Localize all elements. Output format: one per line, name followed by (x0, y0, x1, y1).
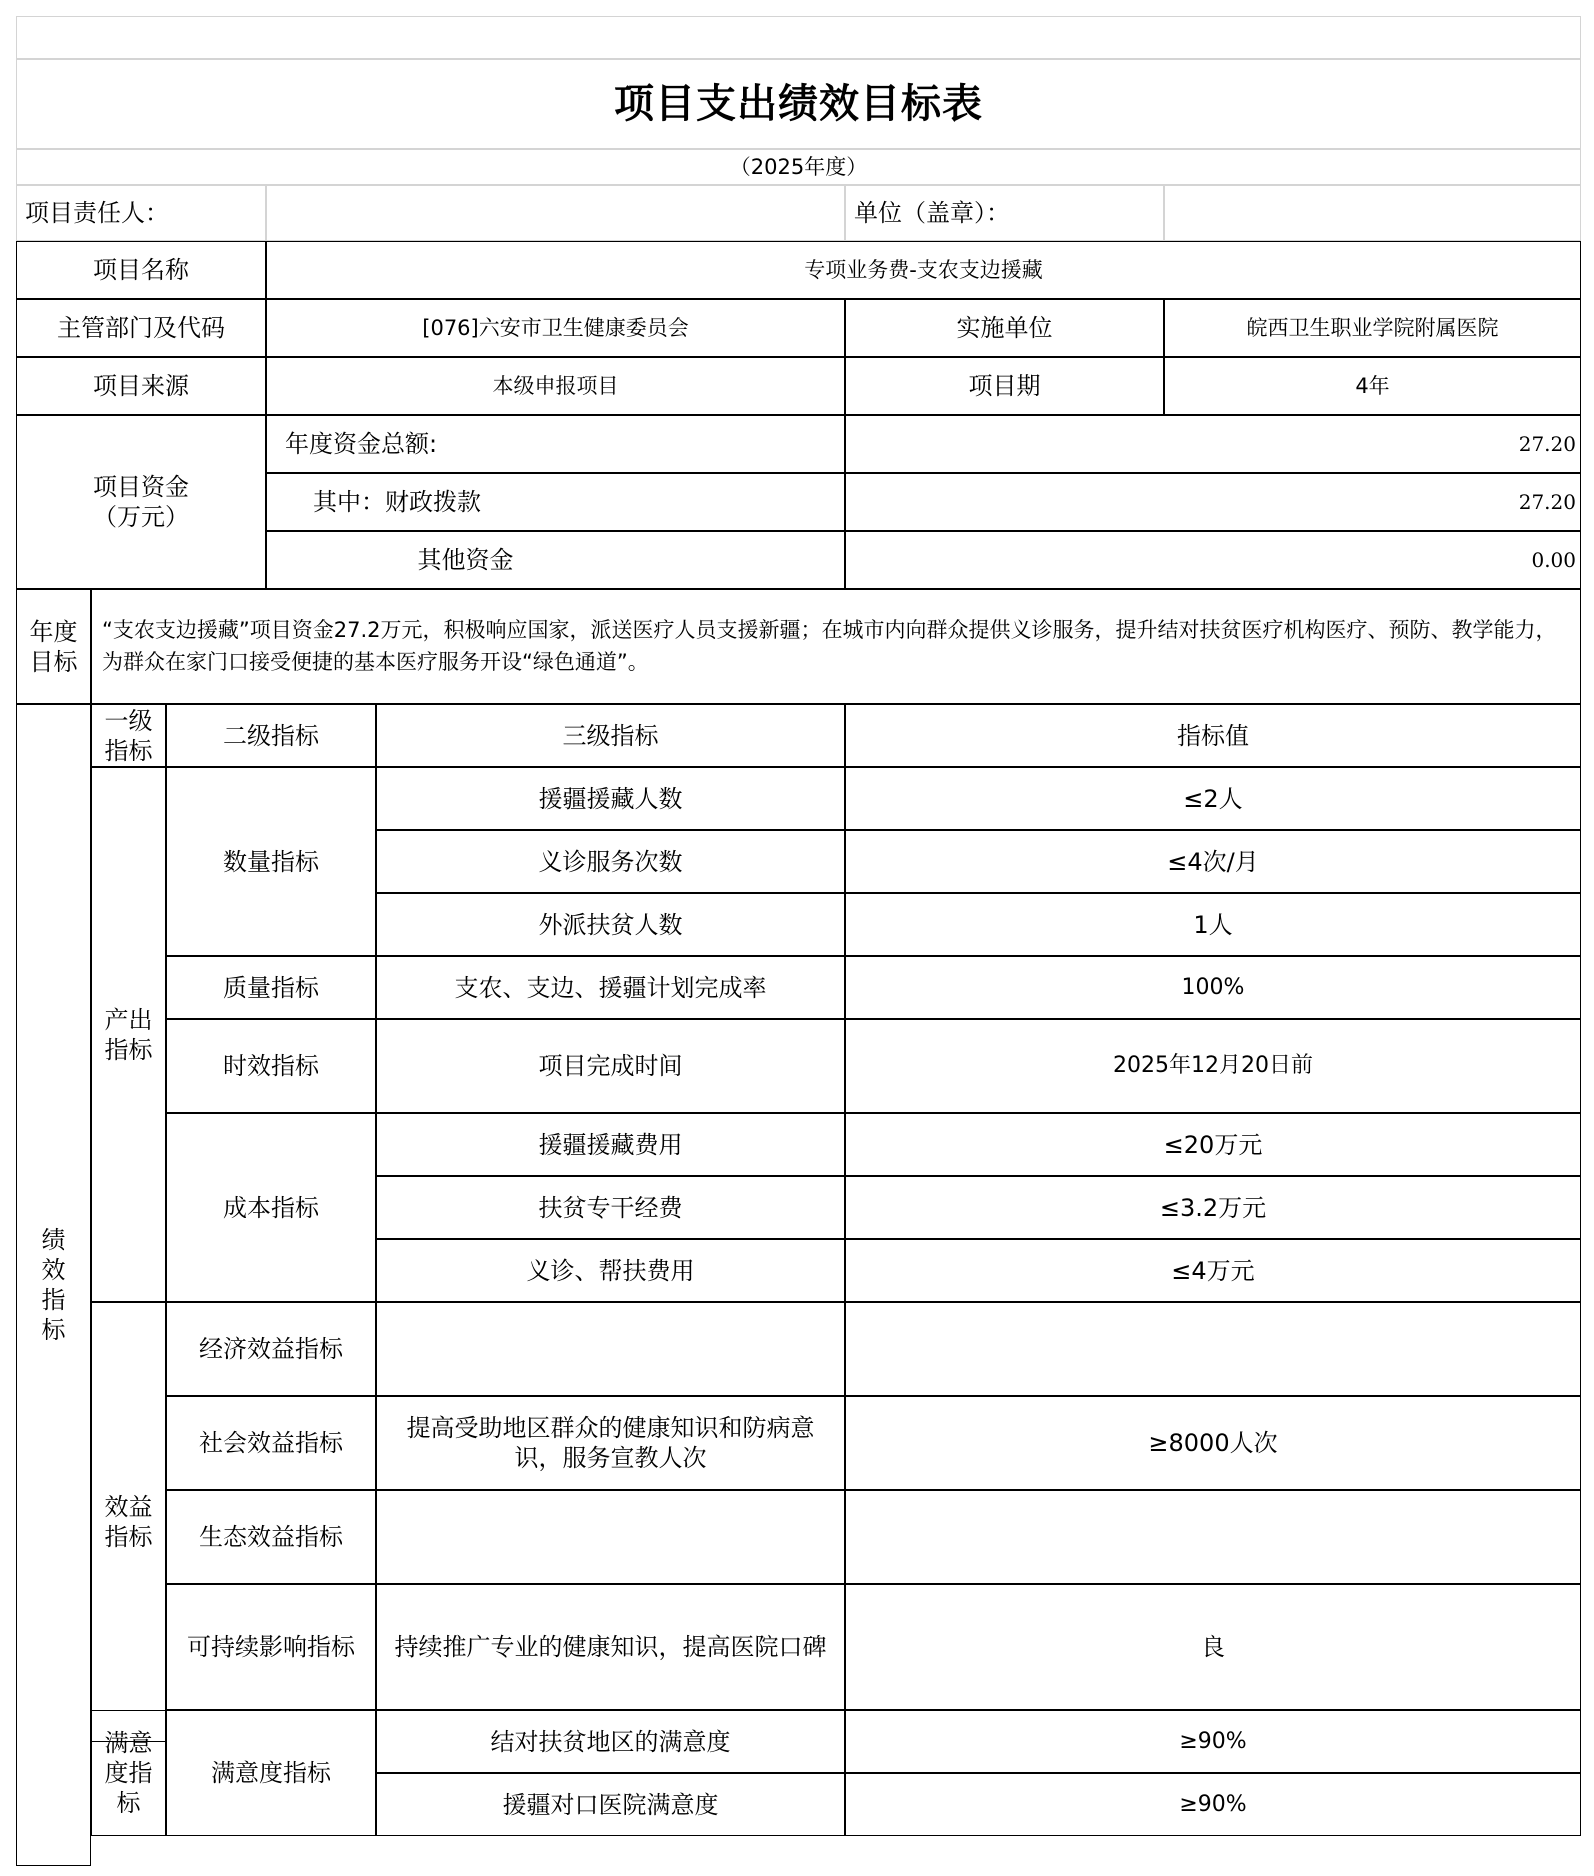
indicators-section-char: 标 (41, 1316, 66, 1344)
total-funds-value: 27.20 (845, 415, 1581, 473)
sustainable-impact-name: 持续推广专业的健康知识，提高医院口碑 (376, 1584, 845, 1710)
annual-goal-label-line2: 目标 (29, 647, 78, 676)
performance-target-sheet (16, 16, 1581, 1866)
satisfaction-label-line: 标 (116, 1789, 141, 1817)
benefit-indicators-label (91, 1302, 166, 1742)
s2-value: ≥90% (845, 1773, 1581, 1836)
satisfaction-sub-label: 满意度指标 (166, 1710, 376, 1836)
time-indicator-label: 时效指标 (166, 1019, 376, 1113)
funds-label-line2: （万元） (93, 503, 189, 531)
satisfaction-label-line: 满意 (104, 1729, 153, 1757)
economic-benefit-value (845, 1302, 1581, 1396)
source-value: 本级申报项目 (266, 357, 845, 415)
indicators-section-char: 效 (41, 1256, 66, 1284)
funds-label-line1: 项目资金 (93, 473, 189, 501)
s2-name: 援疆对口医院满意度 (376, 1773, 845, 1836)
output-label-line: 产出 (104, 1005, 153, 1034)
s1-value: ≥90% (845, 1710, 1581, 1773)
annual-goal-label (16, 589, 91, 704)
ecological-benefit-value (845, 1490, 1581, 1584)
indicators-section-char: 指 (41, 1286, 66, 1314)
impl-unit-value: 皖西卫生职业学院附属医院 (1164, 299, 1581, 357)
level1-header (91, 704, 166, 767)
total-funds-label: 年度资金总额: (266, 415, 845, 473)
annual-goal-text: “支农支边援藏”项目资金27.2万元，积极响应国家，派送医疗人员支援新疆；在城市内向群众提供义诊服务，提升结对扶贫医疗机构医疗、预防、教学能力，为群众在家门口接受便捷的基本医疗服务开设“绿色通道”。 (91, 589, 1581, 704)
blank-header-row (16, 16, 1581, 59)
quantity-indicator-label: 数量指标 (166, 767, 376, 956)
satisfaction-label-line: 度指 (104, 1759, 153, 1787)
project-name-label: 项目名称 (16, 241, 266, 299)
social-benefit-name: 提高受助地区群众的健康知识和防病意识，服务宣教人次 (376, 1396, 845, 1490)
level3-header: 三级指标 (376, 704, 845, 767)
q1-name: 援疆援藏人数 (376, 767, 845, 830)
project-name-value: 专项业务费-支农支边援藏 (266, 241, 1581, 299)
annual-goal-label-line1: 年度 (29, 617, 78, 646)
indicators-section-label (16, 704, 91, 1866)
c3-name: 义诊、帮扶费用 (376, 1239, 845, 1302)
value-header: 指标值 (845, 704, 1581, 767)
cost-indicator-label: 成本指标 (166, 1113, 376, 1302)
page-title: 项目支出绩效目标表 (16, 59, 1581, 149)
ecological-benefit-label: 生态效益指标 (166, 1490, 376, 1584)
unit-seal-value[interactable] (1164, 185, 1581, 241)
q2-value: ≤4次/月 (845, 830, 1581, 893)
period-value: 4年 (1164, 357, 1581, 415)
quality-value: 100% (845, 956, 1581, 1019)
ecological-benefit-name (376, 1490, 845, 1584)
c1-value: ≤20万元 (845, 1113, 1581, 1176)
c2-name: 扶贫专干经费 (376, 1176, 845, 1239)
level2-header: 二级指标 (166, 704, 376, 767)
quality-indicator-label: 质量指标 (166, 956, 376, 1019)
dept-value: [076]六安市卫生健康委员会 (266, 299, 845, 357)
responsible-person-value[interactable] (266, 185, 845, 241)
benefit-label-line: 效益 (104, 1493, 153, 1521)
q2-name: 义诊服务次数 (376, 830, 845, 893)
other-funds-label: 其他资金 (266, 531, 845, 589)
c3-value: ≤4万元 (845, 1239, 1581, 1302)
output-label-line: 指标 (104, 1035, 153, 1064)
time-value: 2025年12月20日前 (845, 1019, 1581, 1113)
time-name: 项目完成时间 (376, 1019, 845, 1113)
q3-value: 1人 (845, 893, 1581, 956)
social-benefit-label: 社会效益指标 (166, 1396, 376, 1490)
quality-name: 支农、支边、援疆计划完成率 (376, 956, 845, 1019)
s1-name: 结对扶贫地区的满意度 (376, 1710, 845, 1773)
period-label: 项目期 (845, 357, 1164, 415)
q1-value: ≤2人 (845, 767, 1581, 830)
funds-label (16, 415, 266, 589)
other-funds-value: 0.00 (845, 531, 1581, 589)
output-indicators-label (91, 767, 166, 1302)
dept-label: 主管部门及代码 (16, 299, 266, 357)
economic-benefit-name (376, 1302, 845, 1396)
level1-header-line: 指标 (104, 736, 153, 765)
sustainable-impact-value: 良 (845, 1584, 1581, 1710)
satisfaction-indicators-label (91, 1710, 166, 1836)
fiscal-year: （2025年度） (16, 149, 1581, 185)
c1-name: 援疆援藏费用 (376, 1113, 845, 1176)
impl-unit-label: 实施单位 (845, 299, 1164, 357)
unit-seal-label: 单位（盖章）： (845, 185, 1164, 241)
economic-benefit-label: 经济效益指标 (166, 1302, 376, 1396)
c2-value: ≤3.2万元 (845, 1176, 1581, 1239)
level1-header-line: 一级 (104, 706, 153, 735)
indicators-section-char: 绩 (41, 1226, 66, 1254)
fiscal-funds-value: 27.20 (845, 473, 1581, 531)
fiscal-funds-label: 其中：财政拨款 (266, 473, 845, 531)
q3-name: 外派扶贫人数 (376, 893, 845, 956)
responsible-person-label: 项目责任人： (16, 185, 266, 241)
source-label: 项目来源 (16, 357, 266, 415)
social-benefit-value: ≥8000人次 (845, 1396, 1581, 1490)
benefit-label-line: 指标 (104, 1523, 153, 1551)
sustainable-impact-label: 可持续影响指标 (166, 1584, 376, 1710)
